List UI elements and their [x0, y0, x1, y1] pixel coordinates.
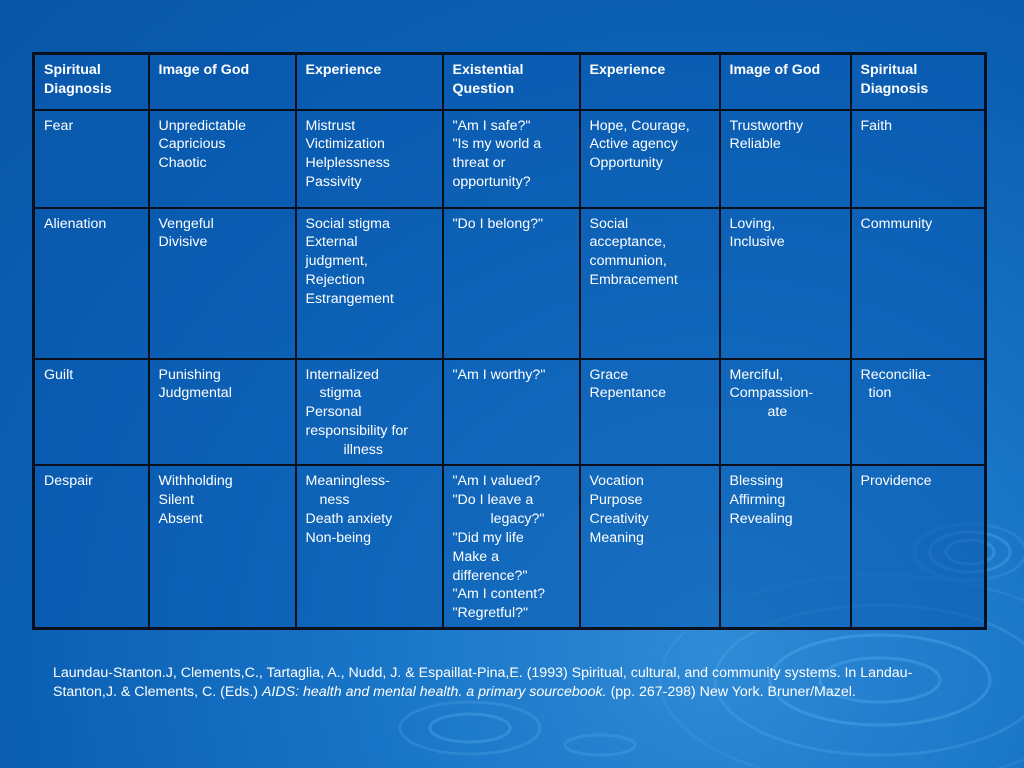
header-image-of-god: Image of God: [149, 54, 296, 110]
table-cell: "Am I safe?" "Is my world a threat or opportunity?: [443, 110, 580, 208]
table-cell: "Do I belong?": [443, 208, 580, 359]
table-cell: Community: [851, 208, 986, 359]
table-cell: Mistrust Victimization Helplessness Passivity: [296, 110, 443, 208]
table-row: [34, 465, 986, 629]
table-cell: Loving, Inclusive: [720, 208, 851, 359]
citation-authors: Laundau-Stanton.J, Clements,C., Tartaglia, A., Nudd, J. & Espaillat-Pina,E. (1993) Spiritual, cultural, and community systems. In Landau-Stanton,J. & Clements, C. (Eds.): [53, 665, 913, 700]
table-cell: Vocation Purpose Creativity Meaning: [580, 465, 720, 629]
table-cell: Providence: [851, 465, 986, 629]
header-spiritual-diagnosis: Spiritual Diagnosis: [34, 54, 149, 110]
table-cell: Merciful, Compassion- ate: [720, 359, 851, 466]
citation: [53, 664, 973, 702]
table-cell: Social acceptance, communion, Embracement: [580, 208, 720, 359]
table-cell: Guilt: [34, 359, 149, 466]
table-cell: Withholding Silent Absent: [149, 465, 296, 629]
header-experience-positive: Experience: [580, 54, 720, 110]
table-cell: Blessing Affirming Revealing: [720, 465, 851, 629]
table-cell: Vengeful Divisive: [149, 208, 296, 359]
header-existential-question: Existential Question: [443, 54, 580, 110]
table-cell: Trustworthy Reliable: [720, 110, 851, 208]
table-row: [34, 359, 986, 466]
table-cell: Faith: [851, 110, 986, 208]
table-cell: Alienation: [34, 208, 149, 359]
table-cell: Unpredictable Capricious Chaotic: [149, 110, 296, 208]
header-spiritual-diagnosis-positive: Spiritual Diagnosis: [851, 54, 986, 110]
table-cell: Grace Repentance: [580, 359, 720, 466]
table-cell: "Am I valued? "Do I leave a legacy?" "Did my life Make a difference?" "Am I content? "Regretful?": [443, 465, 580, 629]
table-row: [34, 110, 986, 208]
table-cell: Reconcilia- tion: [851, 359, 986, 466]
table-cell: Meaningless- ness Death anxiety Non-being: [296, 465, 443, 629]
table-cell: Punishing Judgmental: [149, 359, 296, 466]
table-cell: Hope, Courage, Active agency Opportunity: [580, 110, 720, 208]
table-cell: Internalized stigma Personal responsibility for illness: [296, 359, 443, 466]
header-row: [34, 54, 986, 110]
citation-pages-publisher: (pp. 267-298) New York. Bruner/Mazel.: [610, 684, 856, 700]
citation-book-title: AIDS: health and mental health. a primary sourcebook.: [261, 684, 607, 700]
table-cell: "Am I worthy?": [443, 359, 580, 466]
table-row: [34, 208, 986, 359]
spiritual-diagnosis-table: [32, 52, 987, 630]
table-cell: Fear: [34, 110, 149, 208]
table-cell: Social stigma External judgment, Rejection Estrangement: [296, 208, 443, 359]
header-image-of-god-positive: Image of God: [720, 54, 851, 110]
header-experience: Experience: [296, 54, 443, 110]
table-cell: Despair: [34, 465, 149, 629]
